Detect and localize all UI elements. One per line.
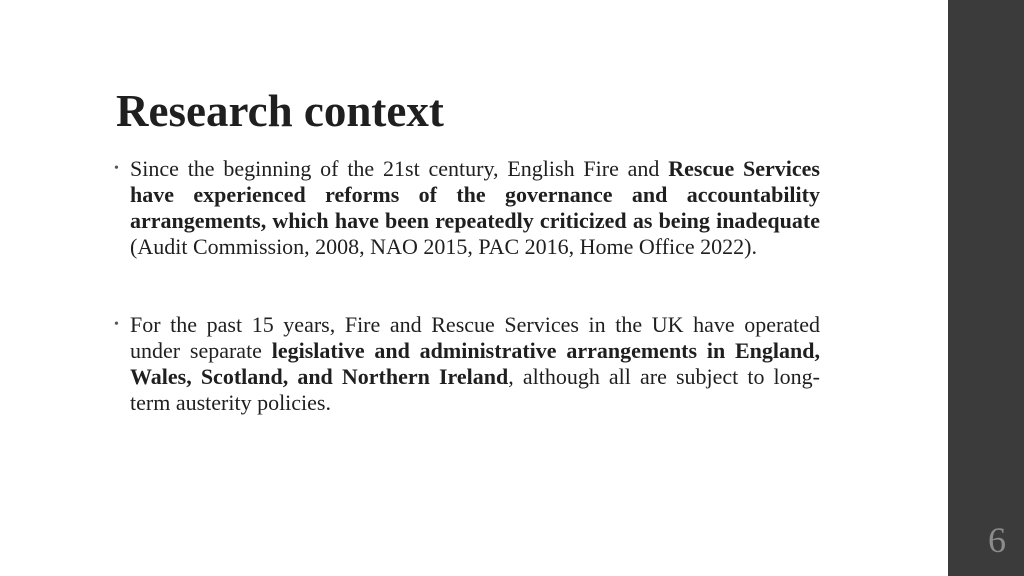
bullet-text-intro: Since the beginning of the 21st century, English Fire and — [130, 156, 669, 181]
bullet-marker: • — [114, 161, 119, 176]
bullet-text-emphasis: legislative and administrative arrangements in England, Wales, Scotland, and Northern Ireland — [130, 338, 820, 389]
bullet-text-citations: (Audit Commission, 2008, NAO 2015, PAC 2016, Home Office 2022). — [130, 234, 757, 259]
bullet-text-emphasis: Rescue Services have experienced reforms of the governance and accountability arrangements, which have been repeatedly criticized as being inadequate — [130, 156, 820, 233]
bullet-marker: • — [114, 317, 119, 332]
bullet-item-legislative-arrangements — [112, 312, 820, 416]
slide-page-number: 6 — [988, 520, 1006, 560]
bullet-text-conclusion: , although all are subject to long-term austerity policies. — [130, 364, 820, 415]
side-panel — [948, 0, 1024, 576]
bullet-text-intro: For the past 15 years, Fire and Rescue Services in the UK have operated under separate — [130, 312, 820, 363]
slide-title: Research context — [116, 86, 444, 136]
bullet-item-governance-reforms — [112, 156, 820, 260]
bullet-list — [112, 156, 820, 416]
